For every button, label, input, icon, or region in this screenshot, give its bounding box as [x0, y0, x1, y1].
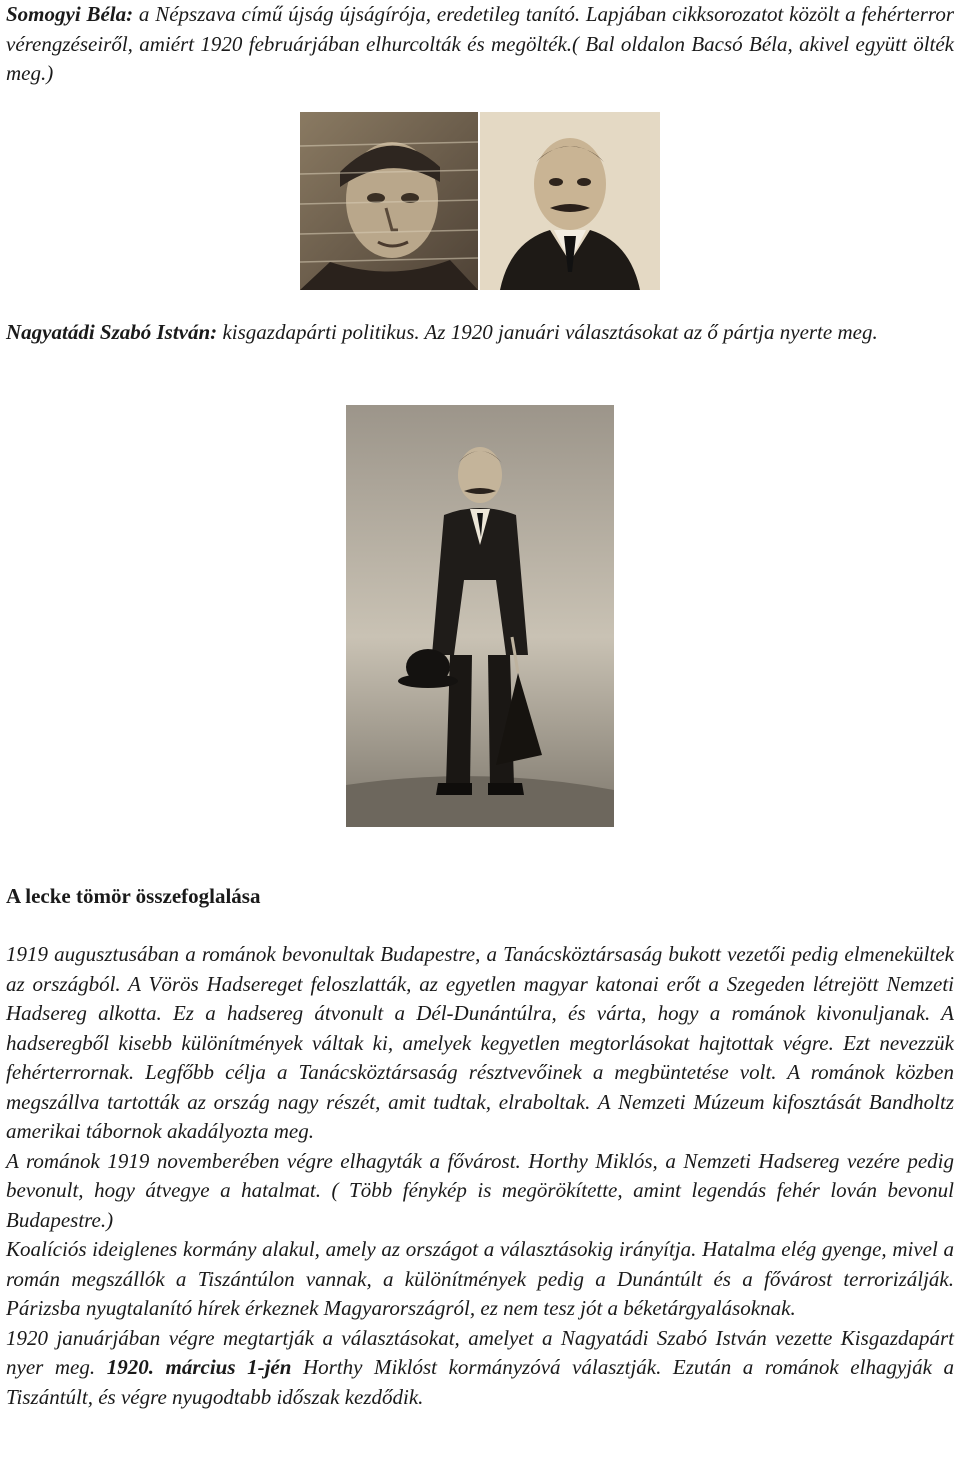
full-figure-photo-nagyatadi-szabo-istvan — [346, 405, 614, 827]
portrait-photo-bacso-bela — [300, 112, 478, 290]
caption-text: a Népszava című újság újságírója, eredetileg tanító. Lapjában cikksorozatot közölt a fehérterror vérengzéseiről, amiért 1920 februárjában elhurcolták és megölték.( Bal oldalon Bacsó Béla, akivel együtt ölték meg.) — [6, 2, 954, 85]
caption-name: Somogyi Béla: — [6, 2, 134, 26]
caption-text: kisgazdapárti politikus. Az 1920 januári választásokat az ő pártja nyerte meg. — [217, 320, 878, 344]
summary-text — [6, 940, 954, 1412]
summary-paragraph: Koalíciós ideiglenes kormány alakul, amely az országot a választásokig irányítja. Hatalma elég gyenge, mivel a román megszállók a Tiszántúlon vannak, a különítmények pedig a Dunántúlt és a fővárost terrorizálják. Párizsba nyugtalanító hírek érkeznek Magyarországról, ez nem tesz jót a béketárgyalásoknak. — [6, 1237, 954, 1320]
caption-name: Nagyatádi Szabó István: — [6, 320, 218, 344]
summary-text-part: Horthy Miklóst kormányzóvá választják. Ezután a románok elhagyják a Tiszántúlt, és végre nyugodtabb időszak kezdődik. — [6, 1355, 954, 1409]
summary-paragraph: A románok 1919 novemberében végre elhagyták a fővárost. Horthy Miklós, a Nemzeti Hadsereg vezére pedig bevonult, hogy átvegye a hatalmat. ( Több fénykép is megörökítette, amint legendás fehér lován bevonul Budapestre.) — [6, 1148, 954, 1232]
caption-somogyi-bela — [6, 0, 954, 89]
portrait-image — [300, 112, 478, 290]
full-figure-image — [346, 405, 614, 827]
summary-text-part: 1920 januárjában végre megtartják a választásokat, amelyet a Nagyatádi Szabó István vezette Kisgazdapárt nyer meg. — [6, 1325, 954, 1379]
portrait-photo-somogyi-bela — [480, 112, 660, 290]
summary-date-highlight: 1920. március 1-jén — [106, 1355, 292, 1379]
portrait-image — [480, 112, 660, 290]
summary-paragraph: 1919 augusztusában a románok bevonultak Budapestre, a Tanácsköztársaság bukott vezetői pedig elmenekültek az országból. A Vörös Hadsereget feloszlatták, az egyetlen magyar katonai erőt a Szegeden létrejött Nemzeti Hadsereg alkotta. Ez a hadsereg átvonult a Dél-Dunántúlra, és várta, hogy a románok kivonuljanak. A hadseregből kisebb különítmények váltak ki, amelyek kegyetlen megtorlásokat hajtottak végre. Ezt nevezzük fehérterrornak. Legfőbb célja a Tanácsköztársaság résztvevőinek a megbüntetése volt. A románok közben megszállva tartották az ország nagy részét, amit tudtak, elraboltak. A Nemzeti Múzeum kifosztását Bandholtz amerikai tábornok akadályozta meg. — [6, 942, 954, 1143]
caption-nagyatadi-szabo-istvan — [6, 318, 954, 348]
summary-paragraph — [6, 1324, 954, 1413]
summary-heading: A lecke tömör összefoglalása — [6, 884, 261, 908]
